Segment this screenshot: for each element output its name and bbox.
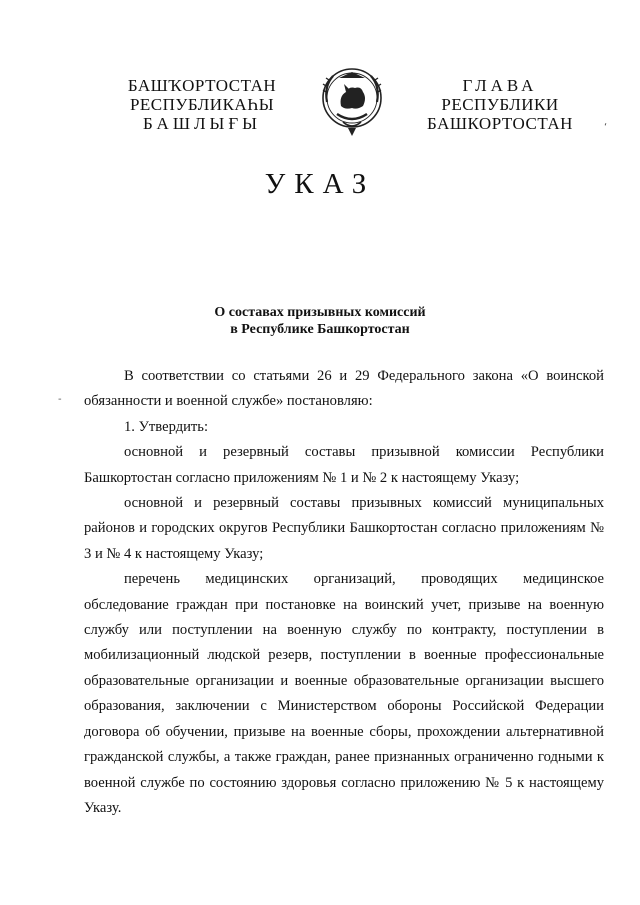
paragraph-municipal-commissions: основной и резервный составы призывных комиссий муниципальных районов и городских округов Республики Башкортостан согласно приложениям № 3 и № 4 к настоящему Указу; [84,495,604,562]
header-left-line-2: РЕСПУБЛИКАҺЫ [129,95,275,114]
subject-line-1: О составах призывных комиссий [214,305,426,320]
header-right-line-2: РЕСПУБЛИКИ [441,95,559,114]
header-right-block [400,76,600,133]
scan-mark: - [58,394,62,405]
header-right-line-3: БАШКОРТОСТАН [427,114,573,133]
paragraph-medical-organizations: перечень медицинских организаций, проводящих медицинское обследование граждан при постановке на воинский учет, призыве на военную службу или поступлении на военную службу по контракту, поступлении в мобилизационный людской резерв, поступлении в военные профессиональные образовательные организации и военные образовательные организации высшего образования, заключении с Министерством обороны Российской Федерации договора об обучении, призыве на военные сборы, прохождении альтернативной гражданской службы, а также граждан, ранее признанных ограниченно годными к военной службе по состоянию здоровья согласно приложению № 5 к настоящему Указу. [84,571,604,816]
header-left-line-3: БАШЛЫҒЫ [143,114,261,133]
paragraph-republic-commission: основной и резервный составы призывной комиссии Республики Башкортостан согласно приложениям № 1 и № 2 к настоящему Указу; [84,444,604,486]
document-subject [0,304,640,338]
header-left-line-1: БАШҠОРТОСТАН [127,76,277,95]
scan-mark: ‘ [604,122,608,133]
document-title: УКАЗ [264,168,376,200]
coat-of-arms-emblem [319,62,385,140]
document-body [84,364,604,821]
paragraph-item-1: 1. Утвердить: [124,418,209,435]
header-left-block [102,76,302,133]
header-right-line-1: ГЛАВА [462,76,538,95]
paragraph-preamble: В соответствии со статьями 26 и 29 Федерального закона «О воинской обязанности и военной службе» постановляю: [84,368,604,410]
subject-line-2: в Республике Башкортостан [230,322,410,337]
